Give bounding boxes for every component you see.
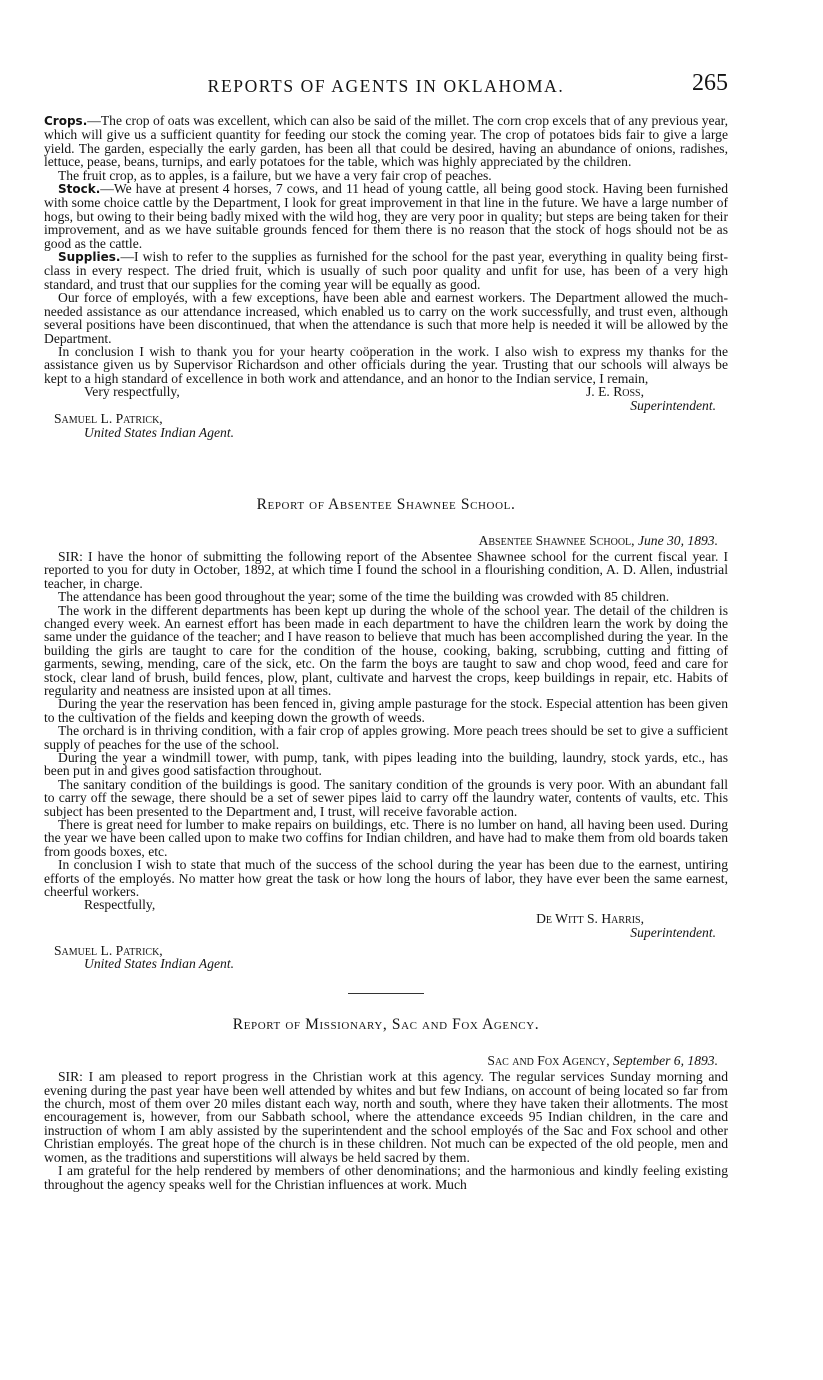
section-title-sac-and-fox: Report of Missionary, Sac and Fox Agency. xyxy=(232,1016,540,1034)
paragraph-3-2: I am grateful for the help rendered by members of other denominations; and the harmonious and kindly feeling existing throughout the agency speaks well for the Christian influences at work. Much xyxy=(44,1163,728,1192)
paragraph-supplies xyxy=(44,250,728,291)
text-stock: —We have at present 4 horses, 7 cows, and 11 head of young cattle, all being good stock. Having been furnished with some choice cattle by the Department, I look for great improvement in that line in the future. We have a large number of hogs, but owing to their being badly mixed with the wild hog, they are very poor in quality; but steps are being taken for their improvement, and as we have suitable grounds fenced for them there is no reason that the stock of hogs should not be as good as the cattle. xyxy=(44,181,728,251)
running-title: REPORTS OF AGENTS IN OKLAHOMA. xyxy=(207,76,565,96)
paragraph-2-1: SIR: I have the honor of submitting the following report of the Absentee Shawnee school for the current fiscal year. I reported to you for duty in October, 1892, at which time I found the school in a flourishing condition, A. D. Allen, industrial teacher, in charge. xyxy=(44,548,728,591)
addressee-title-1: United States Indian Agent. xyxy=(84,424,235,440)
text-crops: —The crop of oats was excellent, which can also be said of the millet. The corn crop excels that of any previous year, which will give us a sufficient quantity for feeding our stock the coming year. The crop of potatoes bids fair to give a large yield. The garden, especially the early garden, has been all that could be desired, having an abundance of onions, radishes, lettuce, pease, beans, turnips, and early potatoes for the table, which was highly appreciated by the children. xyxy=(44,113,728,170)
closing-2: Respectfully, xyxy=(84,897,156,913)
paragraph-crops xyxy=(44,114,728,169)
paragraph-employes: Our force of employés, with a few exceptions, have been able and earnest workers. The Department allowed the much-needed assistance as our attendance increased, which enabled us to carry on the work successfully, and trust even, although several positions have been discontinued, that when the attendance is such that more help is needed it will be allowed by the Department. xyxy=(44,290,728,346)
dateline-place-2: Absentee Shawnee School, xyxy=(478,532,635,548)
report-3-body xyxy=(44,1070,728,1191)
report-2-body xyxy=(44,550,728,899)
paragraph-stock xyxy=(44,182,728,250)
addressee-1: Samuel L. Patrick, xyxy=(54,411,163,427)
paragraph-2-4: During the year the reservation has been fenced in, giving ample pasturage for the stock. Especial attention has been given to the cultivation of the fields and keeping down the growth of weeds. xyxy=(44,696,728,725)
section-title-absentee-shawnee: Report of Absentee Shawnee School. xyxy=(256,495,516,513)
closing-1: Very respectfully, xyxy=(84,384,180,400)
paragraph-2-3: The work in the different departments has been kept up during the whole of the school year. The detail of the children is changed every week. An earnest effort has been made in each department to have the children learn the work by doing the same under the guidance of the teacher; and I have reason to believe that much has been accomplished during the year. In the building the girls are taught to care for the condition of the house, cooking, baking, scrubbing, cutting and fitting of garments, sewing, mending, care of the sick, etc. On the farm the boys are taught to saw and chop wood, feed and care for stock, clear land of brush, build fences, plow, plant, cultivate and harvest the crops, keep buildings in repair, etc. Habits of regularity and neatness are insisted upon at all times. xyxy=(44,602,728,698)
lead-supplies: Supplies. xyxy=(58,250,121,265)
paragraph-conclusion: In conclusion I wish to thank you for your hearty coöperation in the work. I also wish to express my thanks for the assistance given us by Supervisor Richardson and other officials during the year. Trusting that our schools will always be kept to a high standard of excellence in both work and attendance, and an honor to the Indian service, I remain, xyxy=(44,343,728,386)
dateline-2 xyxy=(44,534,728,548)
dateline-date-3: September 6, 1893. xyxy=(613,1053,718,1069)
section-divider xyxy=(348,993,424,994)
paragraph-2-5: The orchard is in thriving condition, with a fair crop of apples growing. More peach trees should be set to give a sufficient supply of peaches for the use of the school. xyxy=(44,723,728,752)
lead-crops: Crops. xyxy=(44,114,88,128)
paragraph-fruit: The fruit crop, as to apples, is a failure, but we have a very fair crop of peaches. xyxy=(58,167,492,183)
paragraph-2-2: The attendance has been good throughout the year; some of the time the building was crowded with 85 children. xyxy=(58,589,670,605)
signer-title-1: Superintendent. xyxy=(630,397,716,413)
signature-block-2 xyxy=(44,898,728,939)
signature-block-1 xyxy=(44,385,728,412)
page-header xyxy=(44,72,728,102)
addressee-2: Samuel L. Patrick, xyxy=(54,942,163,958)
paragraph-2-6: During the year a windmill tower, with pump, tank, with pipes leading into the building, laundry, stock yards, etc., has been put in and gives good satisfaction throughout. xyxy=(44,750,728,779)
signer-2: De Witt S. Harris, xyxy=(536,911,644,927)
page-number: 265 xyxy=(692,70,728,96)
addressee-title-2: United States Indian Agent. xyxy=(84,956,235,972)
dateline-place-3: Sac and Fox Agency, xyxy=(487,1053,610,1069)
document-page xyxy=(44,72,728,1191)
lead-stock: Stock. xyxy=(58,182,101,197)
signer-title-2: Superintendent. xyxy=(630,925,716,941)
report-1-body xyxy=(44,114,728,385)
dateline-date-2: June 30, 1893. xyxy=(637,532,718,548)
dateline-3 xyxy=(44,1054,728,1068)
text-supplies: —I wish to refer to the supplies as furnished for the school for the past year, everything in quality being first-class in every respect. The dried fruit, which is usually of such poor quality and unfit for use, has been of a very high standard, and trust that our supplies for the coming year will be equally as good. xyxy=(44,249,728,292)
paragraph-2-8: There is great need for lumber to make repairs on buildings, etc. There is no lumber on hand, all having been used. During the year we have been called upon to make two coffins for Indian children, and have had to make them from old boards taken from goods boxes, etc. xyxy=(44,817,728,859)
paragraph-3-1: SIR: I am pleased to report progress in the Christian work at this agency. The regular services Sunday morning and evening during the past year have been well attended by whites and but few Indians, on account of being located so far from the church, most of them over 20 miles distant each way, north and south, where they have taken their allotments. The most encouragement is, however, from our Sabbath school, where the attendance exceeds 95 Indian children, in the care and instruction of whom I am ably assisted by the superintendent and the school employés of the Sac and Fox school and other Christian employés. The great hope of the church is in these children. Not much can be expected of the old people, men and women, as the traditions and superstitions will always be held sacred by them. xyxy=(44,1069,728,1165)
paragraph-2-9: In conclusion I wish to state that much of the success of the school during the year has been due to the earnest, untiring efforts of the employés. No matter how great the task or how long the hours of labor, they have ever been the same earnest, cheerful workers. xyxy=(44,857,728,900)
paragraph-2-7: The sanitary condition of the buildings is good. The sanitary condition of the grounds is very poor. With an abundant fall to carry off the sewage, there should be a set of sewer pipes laid to carry off the laundry water, contents of vaults, etc. This subject has been presented to the Department and, I trust, will receive favorable action. xyxy=(44,776,728,819)
signer-1: J. E. Ross, xyxy=(586,384,644,400)
